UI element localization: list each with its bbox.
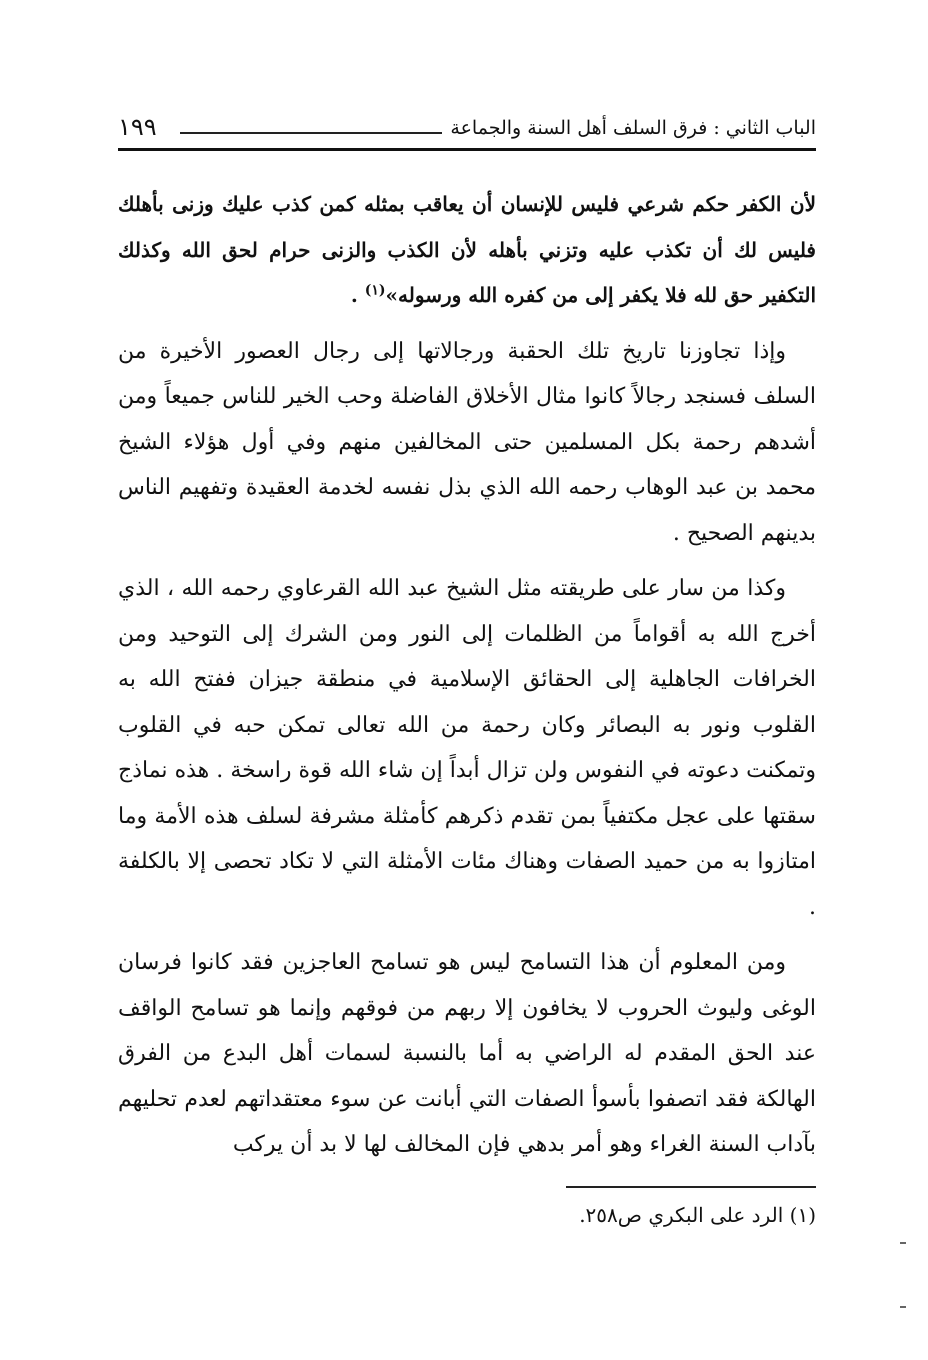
paragraph-4: ومن المعلوم أن هذا التسامح ليس هو تسامح العاجزين فقد كانوا فرسان الوغى وليوث الحروب لا يخافون إلا ربهم من فوقهم وإنما هو تسامح الواقف عند الحق المقدم له الراضي به أما بالنسبة لسمات أهل البدع من الفرق الهالكة فقد اتصفوا بأسوأ الصفات التي أبانت عن سوء معتقداتهم لعدم تحليهم بآداب السنة الغراء وهو أمر بدهي فإن المخالف لها لا بد أن يركب [118, 950, 816, 1157]
footnote-marker: (١) [364, 282, 386, 299]
paragraph-quote-end: . [350, 283, 365, 307]
footnote: (١) الرد على البكري ص٢٥٨. [579, 1203, 816, 1227]
header-rule [118, 148, 816, 151]
running-title: الباب الثاني : فرق السلف أهل السنة والجماعة [450, 117, 816, 139]
paragraph-3: وكذا من سار على طريقته مثل الشيخ عبد الله القرعاوي رحمه الله ، الذي أخرج الله به أقواماً من الظلمات إلى النور ومن الشرك إلى التوحيد ومن الخرافات الجاهلية إلى الحقائق الإسلامية في منطقة جيزان ففتح الله به القلوب ونور به البصائر وكان رحمة من الله تعالى تمكن حبه في القلوب وتمكنت دعوته في النفوس ولن تزال أبداً إن شاء الله قوة راسخة . هذه نماذج سقتها على عجل مكتفياً بمن تقدم ذكرهم كأمثلة مشرفة لسلف هذه الأمة وما امتازوا به من حميد الصفات وهناك مئات الأمثلة التي لا تكاد تحصى إلا بالكلفة . [118, 576, 816, 920]
paragraph-2: وإذا تجاوزنا تاريخ تلك الحقبة ورجالاتها إلى رجال العصور الأخيرة من السلف فسنجد رجالاً كانوا مثال الأخلاق الفاضلة وحب الخير للناس جميعاً ومن أشدهم رحمة بكل المسلمين حتى المخالفين منهم وفي أول هؤلاء الشيخ محمد بن عبد الوهاب رحمه الله الذي بذل نفسه لخدمة العقيدة وتفهيم الناس بدينهم الصحيح . [118, 338, 816, 546]
footnote-rule [566, 1186, 816, 1188]
header-dash-line [180, 132, 442, 134]
margin-mark [900, 1306, 906, 1308]
page-number: ١٩٩ [118, 113, 157, 141]
body-text [118, 182, 816, 1168]
paragraph-quote-text: لأن الكفر حكم شرعي فليس للإنسان أن يعاقب بمثله كمن كذب عليك وزنى بأهلك فليس لك أن تكذب عليه وتزني بأهله لأن الكذب والزنى حرام لحق الله وكذلك التكفير حق لله فلا يكفر إلى من كفره الله ورسوله» [118, 192, 816, 307]
page-header [118, 112, 816, 142]
paragraph-quote [118, 182, 816, 319]
margin-mark [900, 1242, 906, 1244]
